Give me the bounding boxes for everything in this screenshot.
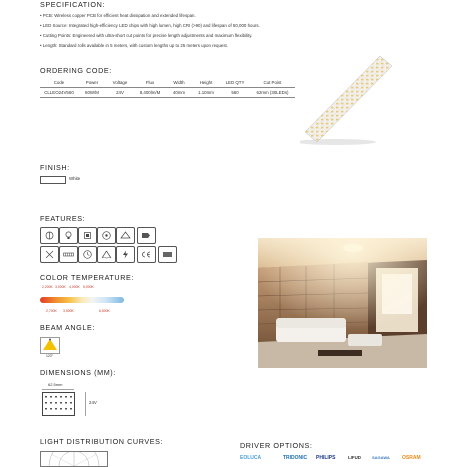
cct-label-4000: 4,000K	[69, 285, 80, 289]
cell-power: 60W/M	[85, 90, 99, 95]
brand-logo-eoluca: EOLUCA	[240, 455, 262, 461]
spec-bullet-length: • Length: Standard rolls available in 5 meters, with custom lengths up to 25 meters upon request.	[40, 43, 228, 48]
col-flux: Flux	[145, 80, 155, 85]
feature-strip-icon	[59, 246, 78, 263]
color-temperature-title: COLOR TEMPERATURE:	[40, 273, 134, 282]
spec-bullet-led: • LED Source: Integrated high-efficiency LED chips with high lumen, high CRI (>90) and lifespan of 50,000 hours.	[40, 23, 260, 28]
brand-logo-osram: OSRAM	[402, 455, 421, 461]
feature-driver-icon	[158, 246, 177, 263]
feature-lifespan-icon	[78, 246, 97, 263]
col-height: Height	[199, 80, 213, 85]
dimension-voltage-label: 24V	[89, 400, 97, 405]
ordering-title: ORDERING CODE:	[40, 66, 112, 75]
feature-dimmable-icon	[40, 227, 59, 244]
col-code: Code	[53, 80, 65, 85]
feature-bulb-icon	[59, 227, 78, 244]
feature-cut-icon	[40, 246, 59, 263]
col-width: Width	[173, 80, 185, 85]
col-power: Power	[85, 80, 99, 85]
feature-cri-icon	[97, 227, 116, 244]
cell-code: CLLEO24V560	[44, 90, 74, 95]
table-header-row	[40, 78, 295, 88]
cct-label-6500: 6,500K	[99, 309, 110, 313]
cct-label-2200: 2,200K	[42, 285, 53, 289]
col-cut-point: Cut Point	[263, 80, 282, 85]
driver-options-title: DRIVER OPTIONS:	[240, 441, 313, 450]
led-strip-image	[300, 54, 400, 154]
color-temperature-bar	[40, 297, 124, 303]
spec-bullet-pcb: • PCB: Wireless copper PCB for efficient heat dissipation and extended lifespan.	[40, 13, 196, 18]
cell-height: 1.10mm	[198, 90, 214, 95]
dimension-height-line	[84, 392, 87, 416]
features-title: FEATURES:	[40, 214, 86, 223]
ordering-table	[40, 78, 295, 98]
brand-logo-tridonic: TRIDONIC	[283, 455, 308, 461]
spec-bullet-cut: • Cutting Points: Engineered with ultra-short cut points for precise length adjustments and maximum flexibility.	[40, 33, 253, 38]
cell-cut-point: 62mm (30LEDs)	[256, 90, 289, 95]
feature-chip-icon	[78, 227, 97, 244]
strip-dimension-drawing	[42, 392, 75, 416]
cct-label-3500: 3,500K	[63, 309, 74, 313]
beam-angle-value: 120°	[46, 354, 54, 358]
cell-width: 40mm	[172, 90, 186, 95]
feature-warranty-icon	[116, 227, 135, 244]
brand-logo-philips: PHILIPS	[316, 455, 336, 461]
col-voltage: Voltage	[112, 80, 128, 85]
dimensions-title: DIMENSIONS (MM):	[40, 368, 116, 377]
col-led-qty: LED QTY	[225, 80, 245, 85]
cell-led-qty: 560	[231, 90, 239, 95]
feature-voltage-icon	[116, 246, 135, 263]
cell-voltage: 24V	[116, 90, 124, 95]
dimension-width-arrow	[42, 388, 74, 391]
table-row	[40, 88, 295, 98]
cell-flux: 8,400lm/M	[139, 90, 161, 95]
finish-title: FINISH:	[40, 163, 70, 172]
spec-title: SPECIFICATION:	[40, 0, 105, 9]
room-interior-photo	[258, 238, 427, 368]
finish-label: White	[69, 176, 81, 181]
beam-angle-title: BEAM ANGLE:	[40, 323, 95, 332]
feature-beam-angle-icon	[97, 246, 116, 263]
feature-ce-icon	[137, 246, 156, 263]
distribution-title: LIGHT DISTRIBUTION CURVES:	[40, 437, 164, 446]
dimension-width-label: 62.5mm	[48, 382, 63, 387]
finish-white-swatch	[40, 176, 66, 184]
brand-logo-lifud: LIFUD	[348, 455, 361, 460]
cct-label-3000: 3,000K	[55, 285, 66, 289]
beam-angle-icon	[40, 337, 60, 354]
brand-logo-sagawa: SAGAWA	[372, 455, 390, 460]
cct-label-5000: 5,000K	[83, 285, 94, 289]
feature-energy-class-icon	[137, 227, 156, 244]
cct-label-2700: 2,700K	[46, 309, 57, 313]
